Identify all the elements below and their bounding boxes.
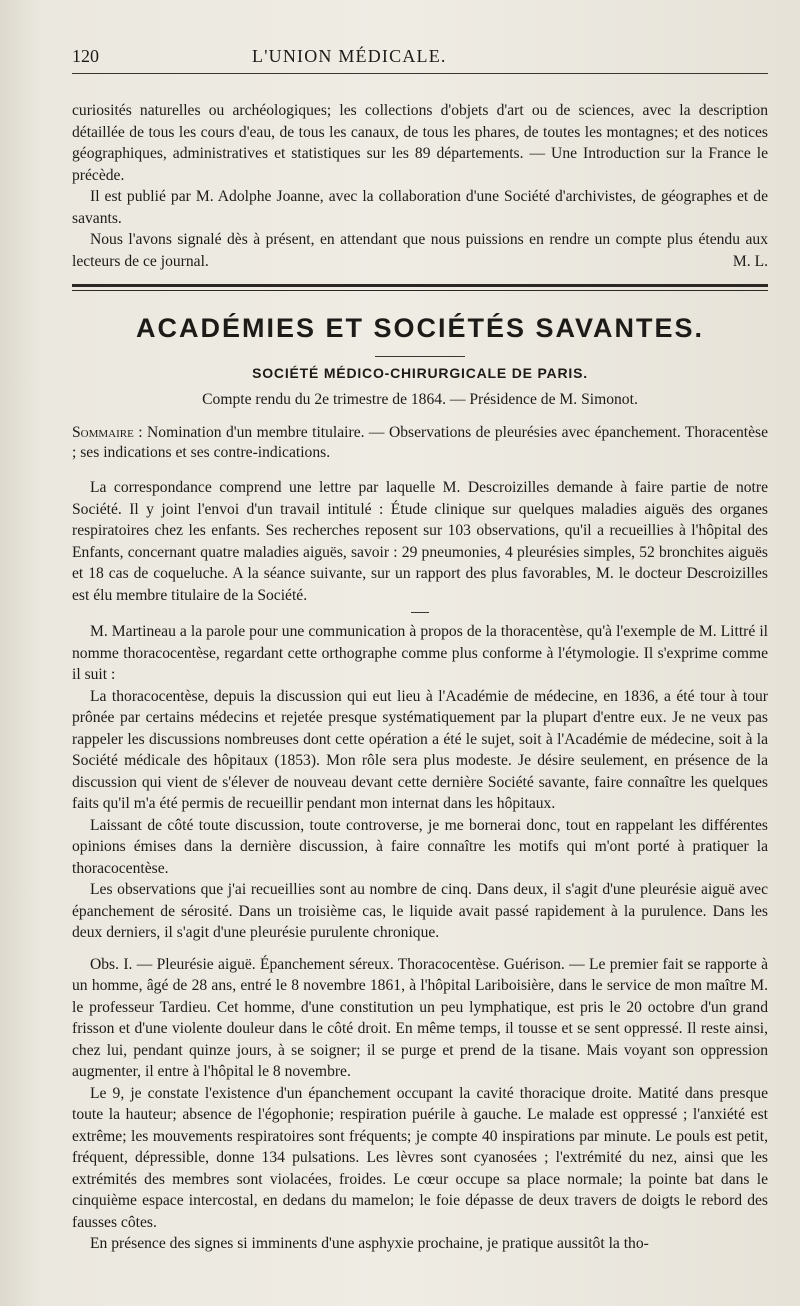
summary-label: Sommaire :: [72, 424, 143, 441]
section-title: ACADÉMIES ET SOCIÉTÉS SAVANTES.: [135, 313, 705, 343]
body-paragraph: Laissant de côté toute discussion, toute controverse, je me bornerai donc, tout en rappelant les différentes opinions émises dans la dernière discussion, à faire connaître les motifs qui m'ont porté à pratiquer la thoracocentèse.: [72, 816, 768, 877]
spacer: [72, 944, 768, 954]
paragraph-separator: [411, 612, 429, 613]
section-divider: [72, 284, 768, 291]
journal-title: L'UNION MÉDICALE.: [252, 46, 447, 66]
body-paragraph: La thoracocentèse, depuis la discussion qui eut lieu à l'Académie de médecine, en 1836, a été tour à tour prônée par certains médecins et rejetée presque systématiquement par la plupart d'entre eux. Je ne veux pas rappeler les discussions nombreuses dont cette opération a été le sujet, soit à l'Académie de médecine, soit à la Société médicale des hôpitaux (1853). Mon rôle sera plus modeste. Je désire seulement, en présence de la discussion qui vient de s'élever de nouveau devant cette dernière Société savante, faire connaître les quelques faits qu'il m'a été permis de recueillir pendant mon internat dans les hôpitaux.: [72, 687, 768, 812]
body-paragraph: Les observations que j'ai recueillies sont au nombre de cinq. Dans deux, il s'agit d'une pleurésie aiguë avec épanchement de sérosité. Dans un troisième cas, le liquide avait passé rapidement à la purulence. Dans les deux derniers, il s'agit d'une pleurésie purulente chronique.: [72, 881, 768, 941]
intro-paragraph-text: Nous l'avons signalé dès à présent, en attendant que nous puissions en rendre un compte plus étendu aux lecteurs de ce journal.: [72, 231, 768, 270]
article-body: [72, 477, 768, 1255]
running-head: [72, 46, 768, 74]
body-paragraph: M. Martineau a la parole pour une communication à propos de la thoracentèse, qu'à l'exemple de M. Littré il nomme thoracocentèse, regardant cette orthographe comme plus conforme à l'étymologie. Il s'exprime comme il suit :: [72, 623, 768, 683]
society-heading: SOCIÉTÉ MÉDICO-CHIRURGICALE DE PARIS.: [252, 365, 588, 381]
body-paragraph: En présence des signes si imminents d'une asphyxie prochaine, je pratique aussitôt la tho-: [90, 1235, 649, 1252]
page-number: 120: [72, 46, 99, 66]
report-line: Compte rendu du 2e trimestre de 1864. — Présidence de M. Simonot.: [202, 391, 638, 408]
intro-block: [72, 100, 768, 272]
observation-paragraph: Obs. I. — Pleurésie aiguë. Épanchement séreux. Thoracocentèse. Guérison. — Le premier fait se rapporte à un homme, âgé de 28 ans, entré le 8 novembre 1861, à l'hôpital Lariboisière, dans le service de mon maître M. le professeur Tardieu. Cet homme, d'une constitution un peu lymphatique, est pris le 20 octobre d'un grand frisson et d'une violente douleur dans le côté droit. En même temps, il tousse et se sent oppressé. Il reste ainsi, chez lui, pendant quinze jours, à se soigner; il se purge et prend de la tisane. Mais voyant son oppression augmenter, il entre à l'hôpital le 8 novembre.: [72, 955, 768, 1080]
signature: M. L.: [732, 252, 768, 270]
title-rule: [375, 356, 465, 357]
intro-paragraph: Il est publié par M. Adolphe Joanne, avec la collaboration d'une Société d'archivistes, de géographes et de savants.: [72, 188, 768, 227]
intro-paragraph: curiosités naturelles ou archéologiques; les collections d'objets d'art ou de sciences, avec la description détaillée de tous les cours d'eau, de tous les canaux, de tous les phares, de toutes les montagnes; et des notices géographiques, administratives et statistiques sur les 89 départements. — Une Introduction sur la France le précède.: [72, 102, 768, 184]
summary: [72, 423, 768, 463]
body-paragraph: La correspondance comprend une lettre par laquelle M. Descroizilles demande à faire partie de notre Société. Il y joint l'envoi d'un travail intitulé : Étude clinique sur quelques maladies aiguës des organes respiratoires chez les enfants. Ses recherches reposent sur 103 observations, qu'il a recueillies à l'hôpital des Enfants, concernant quatre maladies aiguës, savoir : 29 pneumonies, 4 pleurésies simples, 52 bronchites aiguës et 18 cas de coqueluche. A la séance suivante, sur un rapport des plus favorables, M. le docteur Descroizilles est élu membre titulaire de la Société.: [72, 479, 768, 604]
intro-paragraph: [72, 229, 768, 272]
body-paragraph: Le 9, je constate l'existence d'un épanchement occupant la cavité thoracique droite. Matité dans presque toute la hauteur; absence de l'égophonie; respiration puérile à gauche. Le malade est oppressé ; l'anxiété est extrême; les mouvements respiratoires sont fréquents; je compte 40 inspirations par minute. Le pouls est petit, fréquent, dépressible, donne 134 pulsations. Les lèvres sont cyanosées ; l'extrémité du nez, ainsi que les extrémités des membres sont violacées, froides. Le cœur occupe sa place normale; la pointe bat dans le cinquième espace intercostal, en dedans du mamelon; le foie dépasse de deux travers de doigts le rebord des fausses côtes.: [72, 1084, 768, 1231]
summary-text: Nomination d'un membre titulaire. — Observations de pleurésies avec épanchement. Thoracentèse ; ses indications et ses contre-indications.: [72, 424, 768, 461]
